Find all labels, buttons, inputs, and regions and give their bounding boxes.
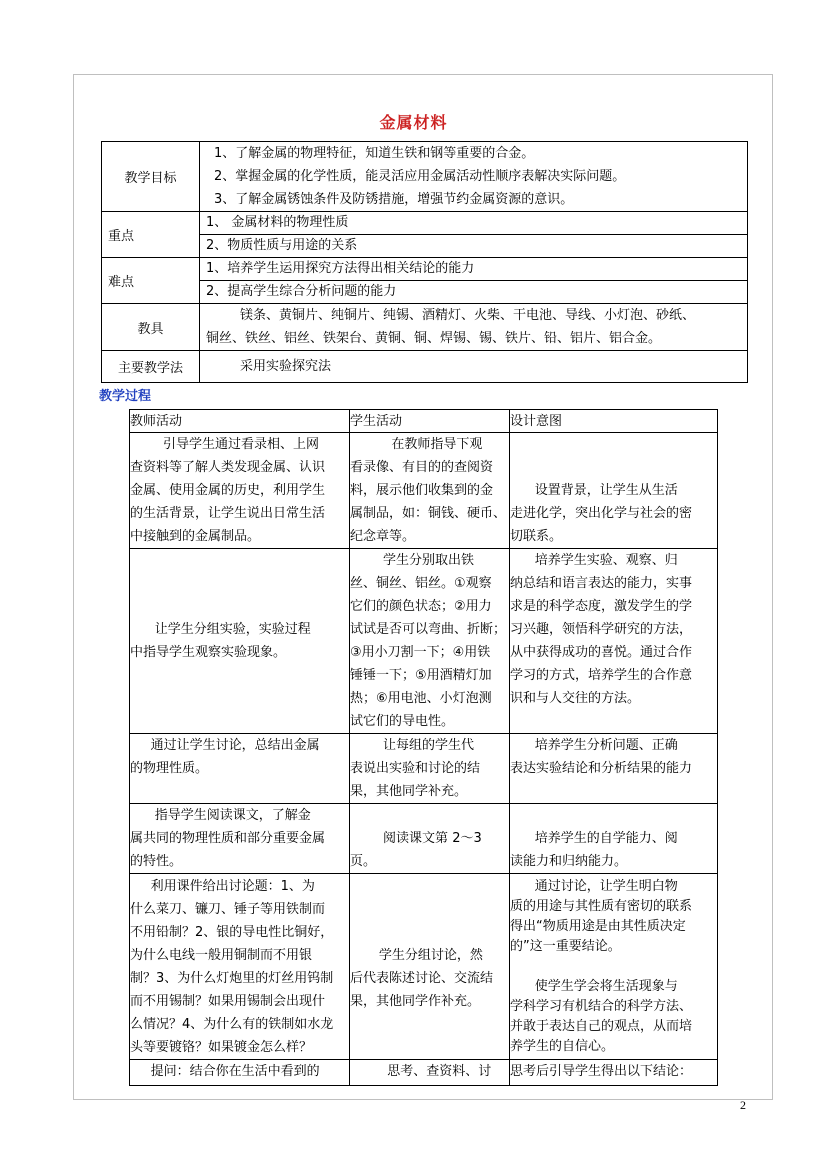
teacher-activity-cell	[130, 874, 350, 1060]
cell-text-line: 什么菜刀、镰刀、锤子等用铁制而	[130, 901, 326, 917]
cell-text-line: 通过让学生讨论，总结出金属	[130, 738, 320, 753]
info-line: 1、了解金属的物理特征，知道生铁和钢等重要的合金。	[214, 146, 535, 161]
cell-text-line: 求是的科学态度，激发学生的学	[510, 599, 693, 614]
cell-text-line: 引导学生通过看录相、上网	[130, 437, 320, 452]
cell-text-line	[350, 898, 509, 921]
info-label: 主要教学法	[102, 351, 200, 383]
table-header-row	[130, 410, 718, 433]
table-row	[130, 734, 718, 804]
cell-text-line: 识和与人交往的方法。	[510, 691, 641, 706]
student-activity-cell	[350, 1060, 510, 1086]
design-intent-cell	[510, 1060, 718, 1086]
cell-text-line: 属制品，如：铜钱、硬币、	[350, 506, 507, 521]
cell-text-line: 表说出实验和讨论的结	[350, 761, 481, 776]
student-activity-cell	[350, 804, 510, 874]
cell-text-line: 的生活背景，让学生说出日常生活	[130, 506, 326, 521]
cell-text-line: 读能力和归纳能力。	[510, 854, 628, 869]
cell-text-line	[510, 804, 717, 827]
cell-text-line: 切联系。	[510, 529, 563, 544]
info-row	[102, 304, 748, 351]
cell-text-line: 试试是否可以弯曲、折断；	[350, 622, 507, 637]
student-activity-cell	[350, 874, 510, 1060]
cell-text-line: 纪念章等。	[350, 529, 416, 544]
cell-text-line: 习兴趣，领悟科学研究的方法，	[510, 622, 693, 637]
cell-text-line: 中指导学生观察实验现象。	[130, 645, 287, 660]
cell-text-line: 学生分别取出铁	[350, 553, 475, 568]
cell-text-line	[510, 456, 717, 479]
cell-text-line: 的特性。	[130, 854, 183, 869]
design-intent-cell	[510, 874, 718, 1060]
cell-text-line	[510, 780, 717, 803]
table-row	[130, 804, 718, 874]
info-content	[200, 142, 748, 212]
cell-text-line: 利用课件给出讨论题：1、为	[130, 878, 315, 894]
cell-text-line	[130, 687, 349, 710]
cell-text-line	[510, 433, 717, 456]
info-line: 2、物质性质与用途的关系	[200, 234, 747, 257]
info-row	[102, 212, 748, 258]
student-activity-cell	[350, 549, 510, 734]
design-intent-cell	[510, 804, 718, 874]
info-line: 镁条、黄铜片、纯铜片、纯锡、酒精灯、火柴、干电池、导线、小灯泡、砂纸、	[240, 308, 696, 323]
info-content	[200, 351, 748, 383]
cell-text-line: 金属、使用金属的历史，利用学生	[130, 483, 326, 498]
cell-text-line: 在教师指导下观	[350, 437, 483, 452]
cell-text-line: 锤锤一下；⑤用酒精灯加	[350, 668, 492, 683]
info-line: 铜丝、铁丝、铝丝、铁架台、黄铜、铜、焊锡、锡、铁片、铅、铝片、铝合金。	[206, 331, 662, 346]
section-heading: 教学过程	[99, 389, 152, 404]
page-number: 2	[740, 1098, 746, 1112]
cell-text-line: 头等要镀铬？如果镀金怎么样？	[130, 1039, 313, 1055]
cell-text-line: 学习的方式，培养学生的合作意	[510, 668, 693, 683]
cell-text-line: 通过讨论，让学生明白物	[510, 878, 678, 894]
teacher-activity-cell	[130, 1060, 350, 1086]
cell-text-line: 的”这一重要结论。	[510, 938, 621, 954]
info-content	[200, 304, 748, 351]
cell-text-line: 培养学生分析问题、正确	[510, 738, 678, 753]
header-design-intent: 设计意图	[510, 410, 718, 433]
cell-text-line: 学生分组讨论，然	[350, 947, 483, 963]
info-label: 教学目标	[102, 142, 200, 212]
cell-text-line: 指导学生阅读课文，了解金	[130, 808, 311, 823]
header-student-activity: 学生活动	[350, 410, 510, 433]
info-row	[102, 258, 748, 304]
info-label: 难点	[102, 258, 200, 304]
cell-text-line: 走进化学，突出化学与社会的密	[510, 506, 693, 521]
cell-text-line: 料，展示他们收集到的金	[350, 483, 494, 498]
cell-text-line: 而不用锡制？如果用锡制会出现什	[130, 993, 326, 1009]
cell-text-line: 为什么电线一般用铜制而不用银	[130, 947, 313, 963]
cell-text-line: ③用小刀割一下；④用铁	[350, 645, 491, 660]
cell-text-line	[510, 710, 717, 733]
cell-text-line: 试它们的导电性。	[350, 714, 455, 729]
cell-text-line: 果，其他同学作补充。	[350, 993, 481, 1009]
cell-text-line: 后代表陈述讨论、交流结	[350, 970, 494, 986]
teaching-process-table	[129, 409, 718, 1086]
cell-text-line	[350, 1013, 509, 1036]
cell-text-line: 看录像、有目的的查阅资	[350, 460, 494, 475]
cell-text-line	[350, 921, 509, 944]
cell-text-line	[350, 875, 509, 898]
info-label: 重点	[102, 212, 200, 258]
cell-text-line: 属共同的物理性质和部分重要金属	[130, 831, 326, 846]
cell-text-line: 它们的颜色状态；②用力	[350, 599, 492, 614]
table-row	[130, 549, 718, 734]
cell-text-line: 让每组的学生代	[350, 738, 475, 753]
table-row	[130, 1060, 718, 1086]
info-line: 1、 金属材料的物理性质	[206, 215, 349, 230]
cell-text-line: 么情况？4、为什么有的铁制如水龙	[130, 1016, 334, 1032]
cell-text-line: 让学生分组实验，实验过程	[130, 622, 311, 637]
cell-text-line: 并敢于表达自己的观点，从而培	[510, 1018, 693, 1034]
cell-text-line: 查资料等了解人类发现金属、认识	[130, 460, 326, 475]
info-line: 2、掌握金属的化学性质，能灵活应用金属活动性顺序表解决实际问题。	[214, 169, 626, 184]
table-row	[130, 874, 718, 1060]
info-content	[200, 258, 748, 304]
teacher-activity-cell	[130, 549, 350, 734]
cell-text-line	[130, 595, 349, 618]
info-line: 2、提高学生综合分析问题的能力	[200, 280, 747, 303]
cell-text-line: 得出“物质用途是由其性质决定	[510, 918, 686, 934]
student-activity-cell	[350, 734, 510, 804]
cell-text-line: 质的用途与其性质有密切的联系	[510, 898, 693, 914]
cell-text-line: 学科学习有机结合的科学方法、	[510, 998, 693, 1014]
cell-text-line	[130, 664, 349, 687]
cell-text-line: 培养学生实验、观察、归	[510, 553, 678, 568]
cell-text-line	[350, 804, 509, 827]
cell-text-line: 设置背景，让学生从生活	[510, 483, 678, 498]
teacher-activity-cell	[130, 804, 350, 874]
teacher-activity-cell	[130, 433, 350, 549]
info-line: 1、培养学生运用探究方法得出相关结论的能力	[206, 261, 475, 276]
design-intent-cell	[510, 433, 718, 549]
cell-text-line	[510, 957, 717, 977]
design-intent-cell	[510, 549, 718, 734]
cell-text-line: 思考、查资料、讨	[350, 1064, 492, 1079]
cell-text-line: 提问：结合你在生活中看到的	[130, 1064, 320, 1079]
cell-text-line: 中接触到的金属制品。	[130, 529, 261, 544]
cell-text-line	[130, 710, 349, 733]
info-label: 教具	[102, 304, 200, 351]
cell-text-line	[130, 780, 349, 803]
cell-text-line: 使学生学会将生活现象与	[510, 978, 678, 994]
lesson-info-table	[101, 141, 748, 383]
cell-text-line	[130, 549, 349, 572]
cell-text-line: 阅读课文第 2～3	[350, 831, 482, 846]
cell-text-line	[130, 572, 349, 595]
cell-text-line: 热；⑥用电池、小灯泡测	[350, 691, 492, 706]
cell-text-line	[350, 1036, 509, 1059]
info-row	[102, 142, 748, 212]
cell-text-line: 页。	[350, 854, 377, 869]
info-line: 采用实验探究法	[240, 358, 332, 374]
info-content	[200, 212, 748, 258]
table-row	[130, 433, 718, 549]
cell-text-line: 的物理性质。	[130, 761, 209, 776]
cell-text-line: 不用铅制？2、银的导电性比铜好，	[130, 924, 334, 940]
cell-text-line: 果，其他同学补充。	[350, 784, 468, 799]
cell-text-line: 从中获得成功的喜悦。通过合作	[510, 645, 693, 660]
cell-text-line: 纳总结和语言表达的能力，实事	[510, 576, 693, 591]
info-line: 3、了解金属锈蚀条件及防锈措施，增强节约金属资源的意识。	[214, 192, 574, 207]
cell-text-line: 培养学生的自学能力、阅	[510, 831, 678, 846]
document-title: 金属材料	[379, 113, 448, 132]
cell-text-line: 养学生的自信心。	[510, 1038, 615, 1054]
cell-text-line: 思考后引导学生得出以下结论：	[510, 1064, 693, 1079]
header-teacher-activity: 教师活动	[130, 410, 350, 433]
student-activity-cell	[350, 433, 510, 549]
teacher-activity-cell	[130, 734, 350, 804]
cell-text-line: 制？3、为什么灯炮里的灯丝用钨制	[130, 970, 334, 986]
cell-text-line: 丝、铜丝、铝丝。①观察	[350, 576, 492, 591]
cell-text-line: 表达实验结论和分析结果的能力	[510, 761, 693, 776]
info-row	[102, 351, 748, 383]
design-intent-cell	[510, 734, 718, 804]
